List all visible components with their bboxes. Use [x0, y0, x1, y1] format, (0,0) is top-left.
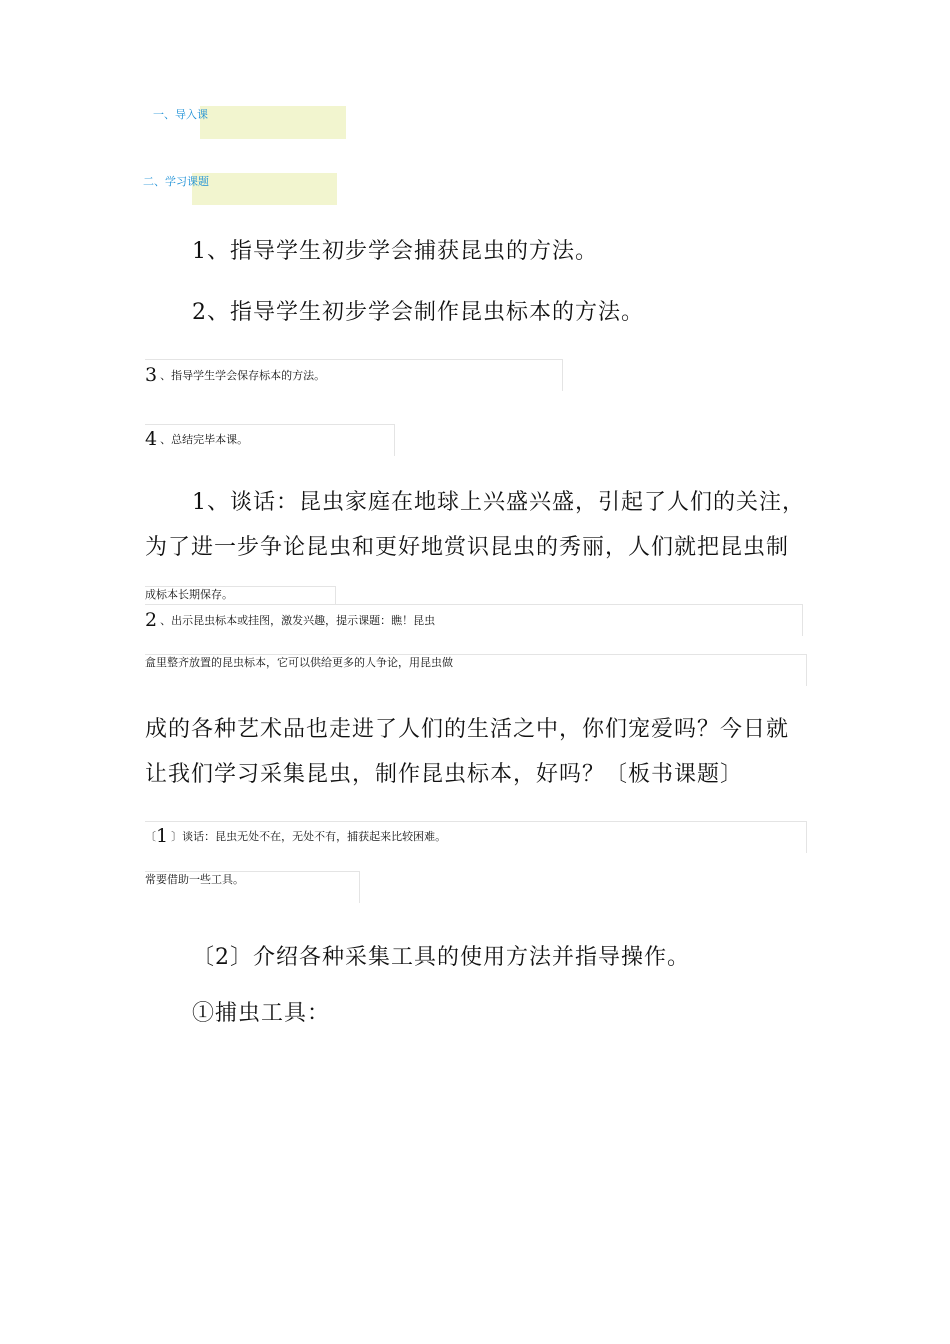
show-line-2: 盒里整齐放置的昆虫标本，它可以供给更多的人争论，用昆虫做	[145, 656, 453, 669]
show-text: 、出示昆虫标本或挂图，激发兴趣，提示课题：瞧！昆虫	[160, 614, 436, 627]
show-line	[145, 609, 435, 631]
heading-topic: 二、学习课题	[143, 175, 209, 188]
step4-line	[145, 428, 248, 450]
talk-line-2: 常要借助一些工具。	[145, 873, 244, 886]
intro-line-5: 让我们学习采集昆虫，制作昆虫标本，好吗？〔板书课题〕	[145, 762, 744, 787]
step3-text: 、指导学生学会保存标本的方法。	[160, 369, 326, 382]
step4-text: 、总结完毕本课。	[160, 433, 249, 446]
talk-line	[145, 825, 446, 847]
step4-number: 4	[145, 428, 158, 450]
objective-2: 2、指导学生初步学会制作昆虫标本的方法。	[192, 300, 644, 325]
heading-highlight-2	[192, 173, 337, 205]
objective-1: 1、指导学生初步学会捕获昆虫的方法。	[192, 239, 598, 264]
intro-line-1: 1、谈话：昆虫家庭在地球上兴盛兴盛，引起了人们的关注，	[192, 490, 805, 515]
intro-line-4: 成的各种艺术品也走进了人们的生活之中，你们宠爱吗？今日就	[145, 717, 790, 742]
tools-intro: 〔2〕介绍各种采集工具的使用方法并指导操作。	[192, 945, 690, 970]
show-number: 2	[145, 609, 158, 631]
step3-number: 3	[145, 364, 158, 386]
talk-close-bracket: 〕	[171, 830, 183, 843]
heading-highlight-1	[200, 106, 346, 139]
intro-line-3: 成标本长期保存。	[145, 588, 233, 601]
tools-item-1: ①捕虫工具：	[192, 1001, 331, 1026]
talk-number: 1	[156, 825, 169, 847]
intro-line-2: 为了进一步争论昆虫和更好地赏识昆虫的秀丽，人们就把昆虫制	[145, 535, 790, 560]
step3-line	[145, 364, 325, 386]
talk-open-bracket: 〔	[145, 830, 156, 843]
heading-intro: 一、导入课	[153, 108, 208, 121]
talk-text: 谈话：昆虫无处不在，无处不有，捕获起来比较困难。	[182, 830, 447, 843]
